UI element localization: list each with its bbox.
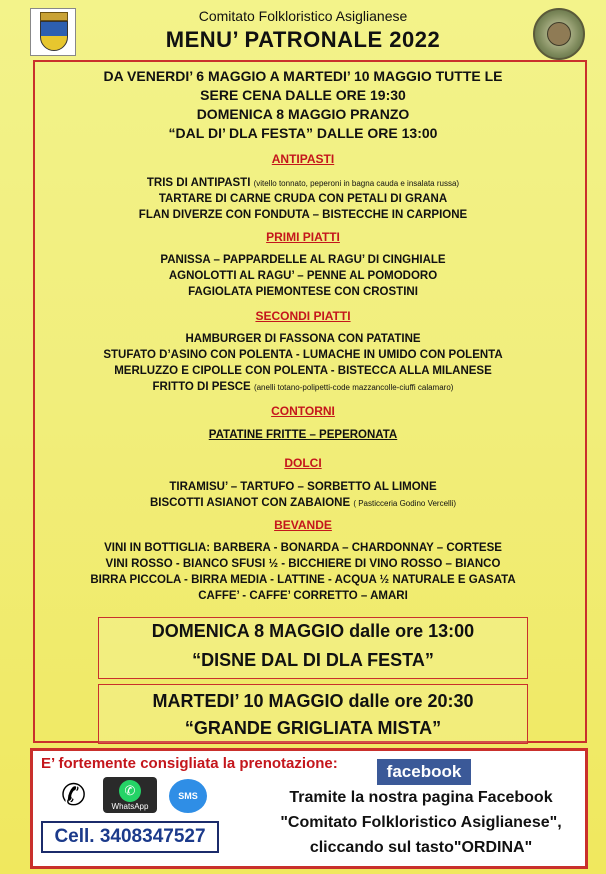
menu-item: AGNOLOTTI AL RAGU’ – PENNE AL POMODORO [168,270,438,282]
event-sunday-name: “DISNE DAL DI DLA FESTA” [192,650,434,670]
sms-icon[interactable]: SMS [169,779,207,813]
item-note: ( Pasticceria Godino Vercelli) [353,499,457,508]
menu-item: TARTARE DI CARNE CRUDA CON PETALI DI GRANA [158,193,448,205]
item-name: PATATINE FRITTE – PEPERONATA [208,429,398,441]
section-label: PRIMI PIATTI [266,230,340,244]
item-note: (anelli totano-polipetti-code mazzancolle-ciuffi calamaro) [253,383,454,392]
section-title-contorni [0,404,606,418]
section-label: ANTIPASTI [271,152,335,166]
facebook-instruction-1: Tramite la nostra pagina Facebook [289,789,553,806]
item-name: BISCOTTI ASIANOT CON ZABAIONE [149,497,351,509]
menu-item: BIRRA PICCOLA - BIRRA MEDIA - LATTINE - ACQUA ½ NATURALE E GASATA [90,574,516,586]
menu-item: CAFFE’ - CAFFE’ CORRETTO – AMARI [198,590,408,602]
menu-item: VINI IN BOTTIGLIA: BARBERA - BONARDA – CHARDONNAY – CORTESE [104,542,502,554]
item-name: TRIS DI ANTIPASTI [146,177,251,189]
item-note: (vitello tonnato, peperoni in bagna cauda e insalata russa) [253,179,460,188]
phone-icon[interactable]: ✆ [61,779,87,812]
section-title-dolci [0,456,606,470]
event-sunday-box [98,617,528,679]
menu-item: FAGIOLATA PIEMONTESE CON CROSTINI [188,286,418,298]
section-title-primi [0,230,606,244]
section-label: BEVANDE [274,518,332,532]
section-label: CONTORNI [271,404,335,418]
menu-item: TIRAMISU’ – TARTUFO – SORBETTO AL LIMONE [169,481,437,493]
intro-line-2: SERE CENA DALLE ORE 19:30 [200,87,406,103]
whatsapp-label: WhatsApp [111,802,149,811]
organization-name: Comitato Folkloristico Asiglianese [198,8,408,24]
page-title: MENU’ PATRONALE 2022 [165,27,441,52]
menu-item [0,176,606,191]
booking-advice: E’ fortemente consigliata la prenotazione: [41,755,338,772]
facebook-instruction-3: cliccando sul tasto"ORDINA" [309,839,533,856]
menu-item [0,380,606,395]
menu-item: HAMBURGER DI FASSONA CON PATATINE [185,333,421,345]
item-name: FRITTO DI PESCE [152,381,251,393]
cell-number[interactable]: Cell. 3408347527 [41,821,219,853]
facebook-instruction-2: "Comitato Folkloristico Asiglianese", [280,814,562,831]
menu-item: MERLUZZO E CIPOLLE CON POLENTA - BISTECCA ALLA MILANESE [114,365,492,377]
whatsapp-icon[interactable] [103,777,157,813]
section-title-secondi [0,309,606,323]
intro-line-3: DOMENICA 8 MAGGIO PRANZO [196,106,410,122]
section-title-antipasti [0,152,606,166]
menu-item: STUFATO D’ASINO CON POLENTA - LUMACHE IN UMIDO CON POLENTA [103,349,503,361]
section-title-bevande [0,518,606,532]
intro-line-1: DA VENERDI’ 6 MAGGIO A MARTEDI’ 10 MAGGIO TUTTE LE [103,68,503,84]
event-tuesday-box [98,684,528,744]
section-label: SECONDI PIATTI [255,309,351,323]
menu-item [0,428,606,443]
menu-item: PANISSA – PAPPARDELLE AL RAGU’ DI CINGHIALE [160,254,446,266]
section-label: DOLCI [284,456,322,470]
event-tuesday-date: MARTEDI’ 10 MAGGIO dalle ore 20:30 [152,691,474,711]
menu-item: VINI ROSSO - BIANCO SFUSI ½ - BICCHIERE DI VINO ROSSO – BIANCO [105,558,501,570]
intro-line-4: “DAL DI’ DLA FESTA” DALLE ORE 13:00 [168,125,438,141]
menu-item [0,496,606,511]
event-tuesday-name: “GRANDE GRIGLIATA MISTA” [184,718,442,738]
event-sunday-date: DOMENICA 8 MAGGIO dalle ore 13:00 [151,621,475,641]
menu-item: FLAN DIVERZE CON FONDUTA – BISTECCHE IN CARPIONE [138,209,468,221]
facebook-logo[interactable]: facebook [377,759,471,785]
booking-box [30,748,588,869]
whatsapp-phone-icon: ✆ [119,780,141,802]
